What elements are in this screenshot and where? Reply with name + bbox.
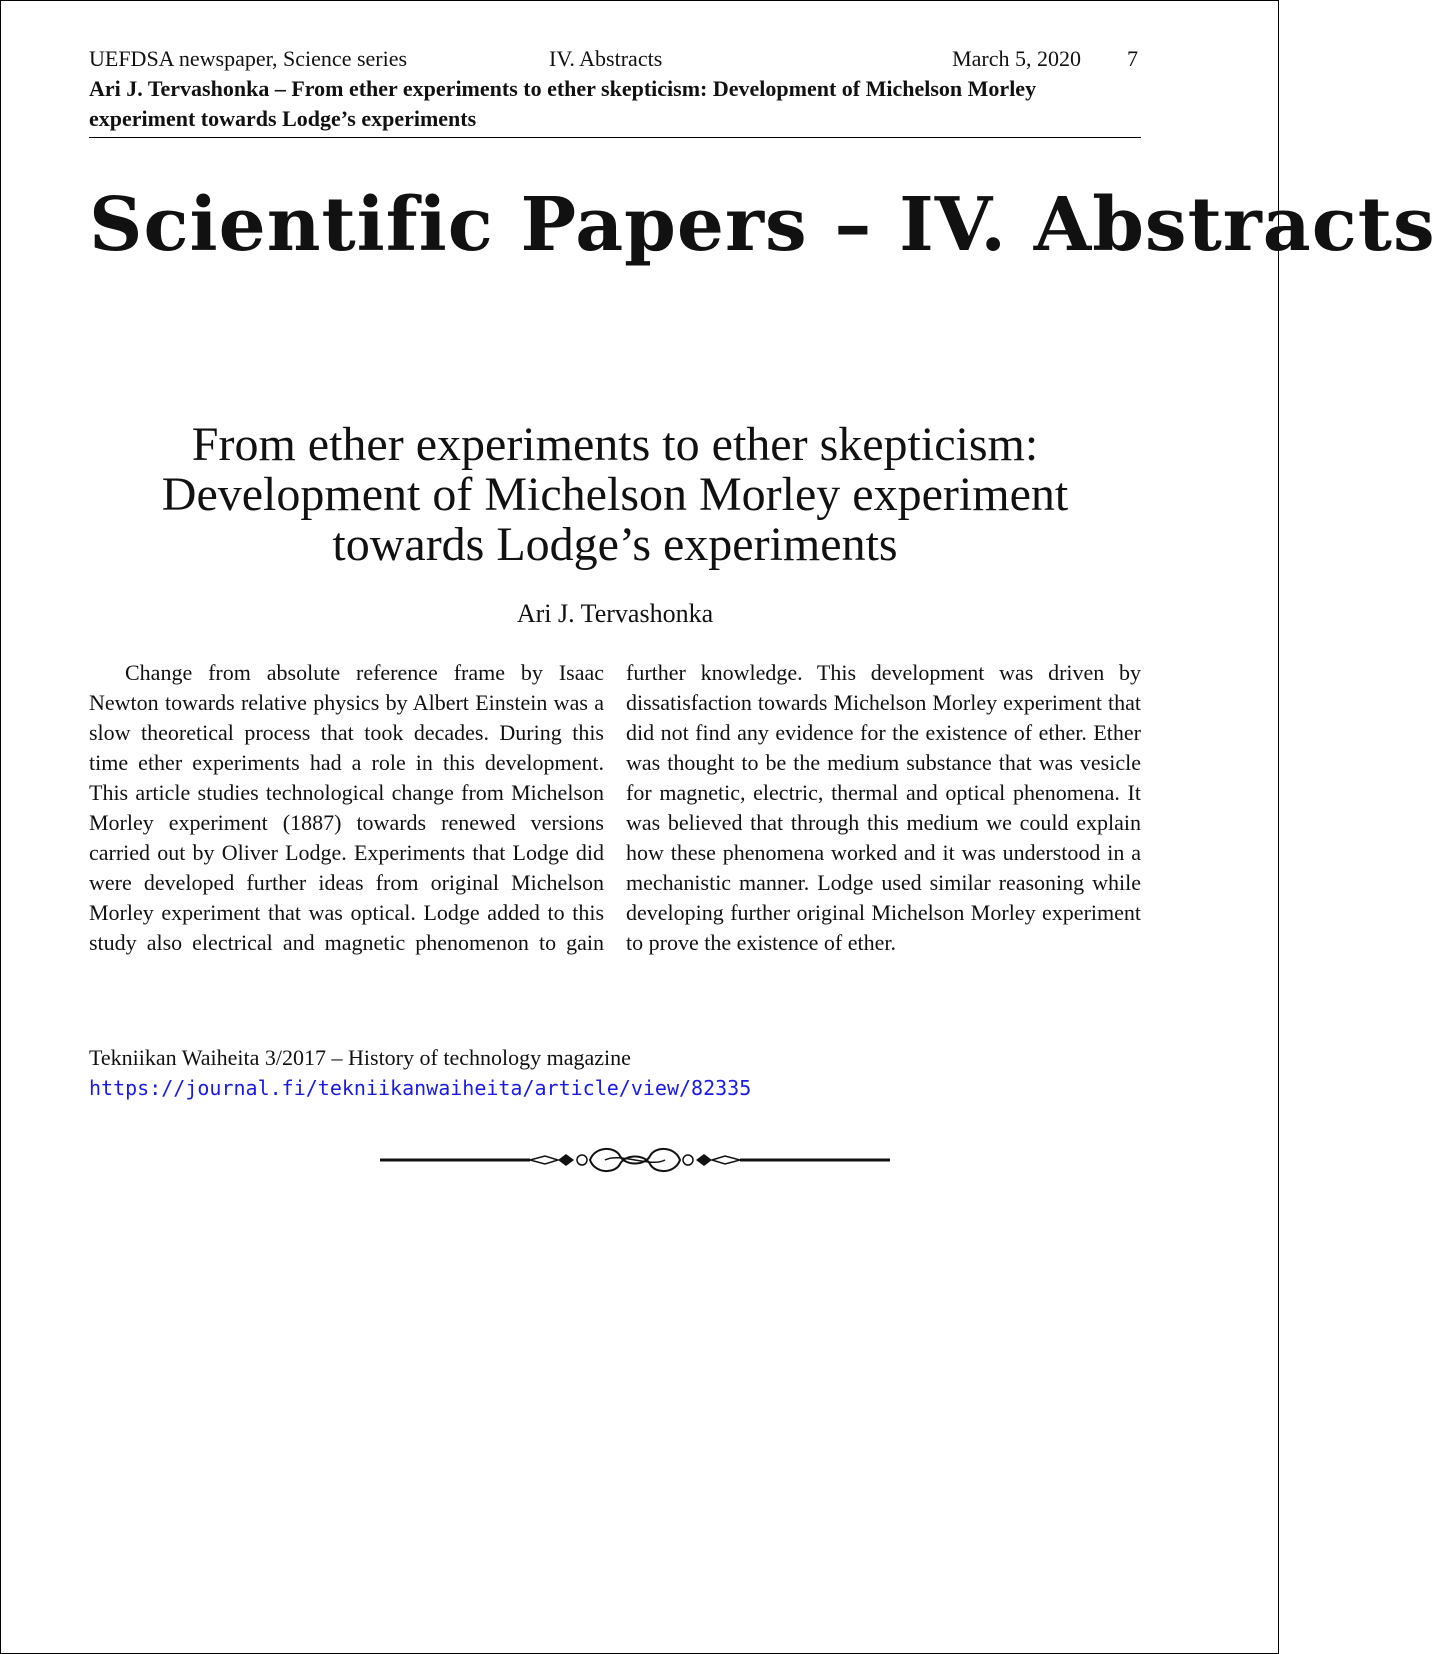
masthead-title: Scientific Papers – IV. Abstracts (89, 182, 1436, 268)
issue-date: March 5, 2020 (952, 46, 1081, 71)
running-header (89, 44, 1141, 134)
running-title: Ari J. Tervashonka – From ether experiments to ether skepticism: Development of Michelson Morley experiment towards Lodge’s experiments (89, 76, 1037, 131)
page-number: 7 (1127, 46, 1138, 71)
article-author: Ari J. Tervashonka (516, 599, 714, 628)
source-block (89, 1043, 1141, 1103)
source-link[interactable]: https://journal.fi/tekniikanwaiheita/article/view/82335 (89, 1076, 752, 1100)
article-title: From ether experiments to ether skepticism: Development of Michelson Morley experiment towards Lodge’s experiments (161, 418, 1069, 571)
section-name: IV. Abstracts (549, 46, 663, 71)
decorative-ornament-divider (380, 1140, 890, 1180)
abstract (89, 658, 1141, 958)
abstract-text: Change from absolute reference frame by Isaac Newton towards relative physics by Albert Einstein was a slow theoretical process that took decades. During this time ether experiments had a role in this development. This article studies technological change from Michelson Morley experiment (1887) towards renewed versions carried out by Oliver Lodge. Experiments that Lodge did were developed further ideas from original Michelson Morley experiment that was optical. Lodge added to this study also electrical and magnetic phenomenon to gain further knowledge. This development was driven by dissatisfaction towards Michelson Morley experiment that did not find any evidence for the existence of ether. Ether was thought to be the medium substance that was vesicle for magnetic, electric, thermal and optical phenomena. It was believed that through this medium we could explain how these phenomena worked and it was understood in a mechanistic manner. Lodge used similar reasoning while developing further original Michelson Morley experiment to prove the existence of ether. (89, 660, 1141, 955)
source-citation: Tekniikan Waiheita 3/2017 – History of technology magazine (89, 1045, 631, 1070)
header-rule (89, 137, 1141, 138)
publication-name: UEFDSA newspaper, Science series (89, 46, 408, 71)
